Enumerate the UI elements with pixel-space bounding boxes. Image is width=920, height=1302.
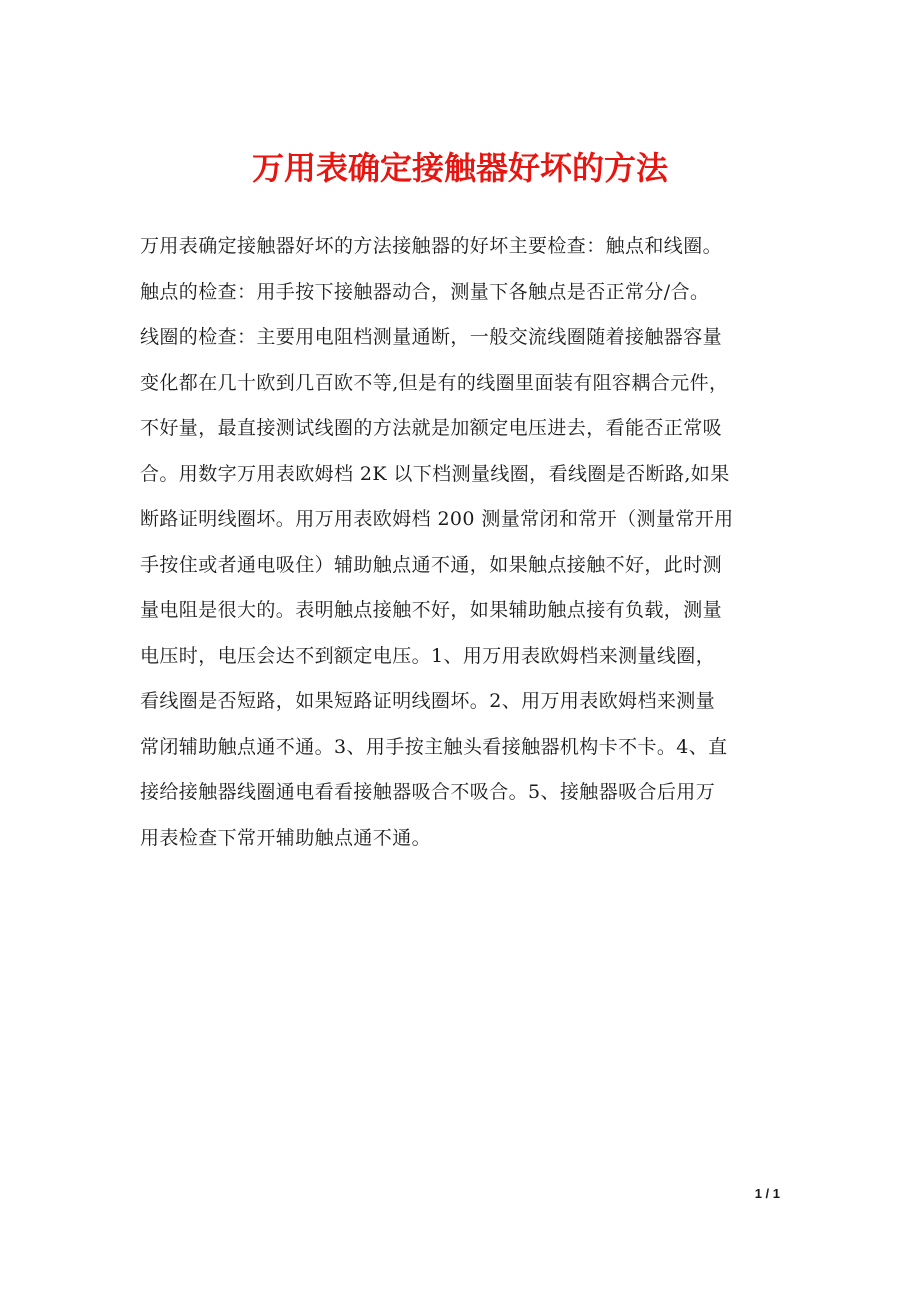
body-line-1: 万用表确定接触器好坏的方法接触器的好坏主要检查：触点和线圈。 <box>140 235 723 257</box>
document-title: 万用表确定接触器好坏的方法 <box>251 149 668 187</box>
body-line-9: 量电阻是很大的。表明触点接触不好，如果辅助触点接有负载，测量 <box>140 599 723 621</box>
body-line-3: 线圈的检查：主要用电阻档测量通断，一般交流线圈随着接触器容量 <box>140 326 723 348</box>
body-line-14: 用表检查下常开辅助触点通不通。 <box>140 826 432 849</box>
body-line-10: 电压时，电压会达不到额定电压。1、用万用表欧姆档来测量线圈， <box>140 644 716 667</box>
body-line-5: 不好量，最直接测试线圈的方法就是加额定电压进去，看能否正常吸 <box>140 417 723 439</box>
body-line-2: 触点的检查：用手按下接触器动合，测量下各触点是否正常分/合。 <box>140 280 710 303</box>
body-line-7: 断路证明线圈坏。用万用表欧姆档 200 测量常闭和常开（测量常开用 <box>140 508 734 530</box>
page-number: 1 / 1 <box>754 1186 780 1201</box>
body-line-13: 接给接触器线圈通电看看接触器吸合不吸合。5、接触器吸合后用万 <box>140 781 716 803</box>
body-line-12: 常闭辅助触点通不通。3、用手按主触头看接触器机构卡不卡。4、直 <box>140 735 728 758</box>
body-line-8: 手按住或者通电吸住）辅助触点通不通，如果触点接触不好，此时测 <box>140 553 723 576</box>
document-body <box>140 224 800 861</box>
body-line-6: 合。用数字万用表欧姆档 2K 以下档测量线圈，看线圈是否断路,如果 <box>140 462 730 485</box>
body-line-4: 变化都在几十欧到几百欧不等,但是有的线圈里面装有阻容耦合元件， <box>140 371 729 394</box>
body-line-11: 看线圈是否短路，如果短路证明线圈坏。2、用万用表欧姆档来测量 <box>140 690 716 712</box>
